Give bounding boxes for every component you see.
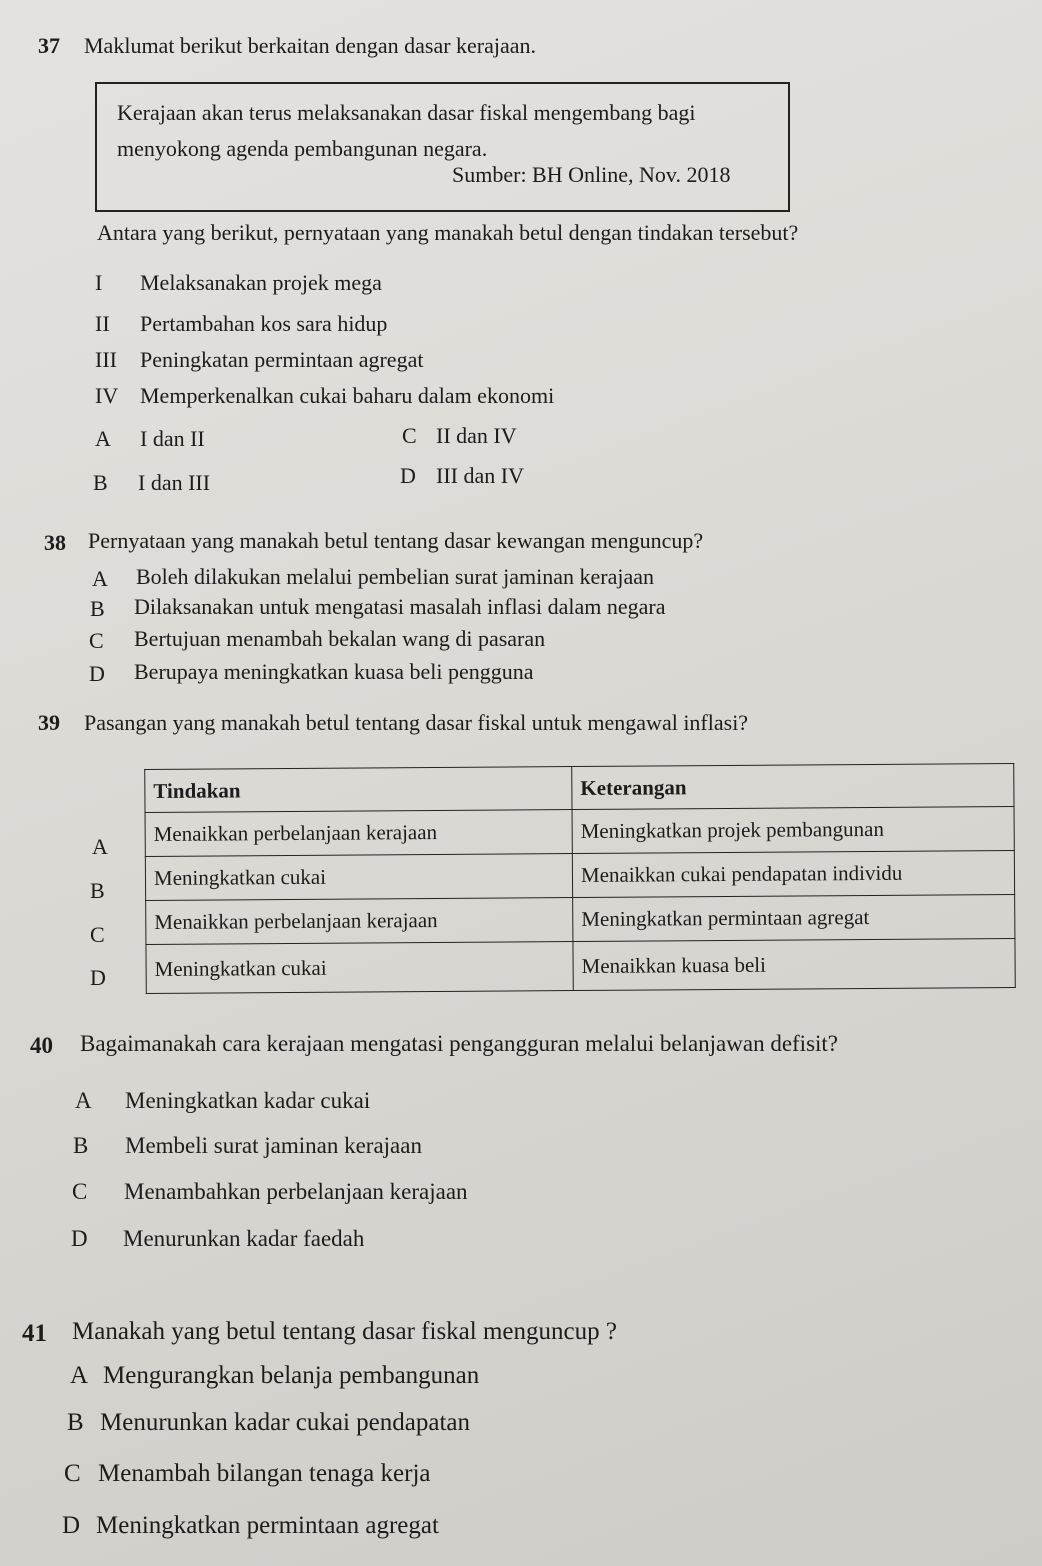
option-text: Membeli surat jaminan kerajaan — [125, 1133, 422, 1158]
box-source: Sumber: BH Online, Nov. 2018 — [452, 162, 731, 187]
option-text: II dan IV — [436, 423, 517, 448]
statement-text: Memperkenalkan cukai baharu dalam ekonomi — [140, 383, 555, 408]
option-text: Dilaksanakan untuk mengatasi masalah inflasi dalam negara — [134, 594, 666, 619]
option-letter: C — [89, 628, 104, 653]
table-row — [146, 894, 1015, 944]
statement-numeral: II — [95, 311, 110, 336]
header-tindakan: Tindakan — [145, 767, 572, 813]
option-text: Menambahkan perbelanjaan kerajaan — [124, 1179, 468, 1204]
statement-text: Melaksanakan projek mega — [140, 270, 382, 295]
options-table — [144, 763, 1016, 994]
option-letter: A — [95, 426, 111, 451]
box-line-1: Kerajaan akan terus melaksanakan dasar fiskal mengembang bagi — [117, 100, 696, 125]
option-text: Berupaya meningkatkan kuasa beli pengguna — [134, 659, 534, 684]
box-line-2: menyokong agenda pembangunan negara. — [117, 136, 488, 161]
option-text: III dan IV — [436, 463, 524, 488]
row-letter: B — [90, 878, 105, 903]
option-text: Meningkatkan kadar cukai — [125, 1088, 371, 1113]
statement-numeral: IV — [95, 383, 119, 408]
option-letter: A — [92, 566, 108, 591]
q41-stem: Manakah yang betul tentang dasar fiskal menguncup ? — [72, 1318, 617, 1345]
option-text: Menurunkan kadar faedah — [123, 1226, 365, 1251]
statement-text: Pertambahan kos sara hidup — [140, 311, 388, 336]
option-text: Menambah bilangan tenaga kerja — [98, 1460, 431, 1487]
q39-stem: Pasangan yang manakah betul tentang dasar fiskal untuk mengawal inflasi? — [84, 710, 749, 735]
option-letter: D — [71, 1226, 88, 1251]
table-row — [145, 850, 1014, 900]
option-letter: B — [90, 596, 105, 621]
q37-question: Antara yang berikut, pernyataan yang manakah betul dengan tindakan tersebut? — [97, 220, 799, 245]
option-letter: D — [62, 1512, 81, 1539]
q40-stem: Bagaimanakah cara kerajaan mengatasi pengangguran melalui belanjawan defisit? — [80, 1031, 839, 1056]
option-text: Bertujuan menambah bekalan wang di pasaran — [134, 626, 546, 651]
q37-stem: Maklumat berikut berkaitan dengan dasar kerajaan. — [84, 33, 537, 58]
cell: Meningkatkan projek pembangunan — [572, 806, 1014, 853]
option-letter: C — [72, 1179, 88, 1204]
cell: Meningkatkan permintaan agregat — [573, 894, 1015, 941]
option-letter: D — [400, 463, 416, 488]
row-letter: A — [92, 834, 108, 859]
statement-numeral: III — [95, 347, 117, 372]
option-text: I dan III — [138, 470, 211, 495]
header-keterangan: Keterangan — [572, 763, 1014, 809]
table-row — [145, 806, 1014, 856]
row-letter: D — [90, 965, 106, 990]
option-letter: C — [402, 423, 417, 448]
q37-number: 37 — [38, 33, 60, 58]
table-row — [146, 938, 1015, 993]
cell: Menaikkan cukai pendapatan individu — [572, 850, 1014, 897]
option-text: Meningkatkan permintaan agregat — [96, 1512, 439, 1539]
statement-numeral: I — [95, 270, 103, 295]
q41-number: 41 — [22, 1320, 47, 1347]
option-letter: A — [75, 1088, 92, 1113]
option-text: Boleh dilakukan melalui pembelian surat jaminan kerajaan — [136, 564, 655, 589]
option-letter: B — [73, 1133, 89, 1158]
option-text: Menurunkan kadar cukai pendapatan — [100, 1409, 470, 1436]
source-box — [95, 82, 790, 212]
option-letter: A — [70, 1362, 89, 1389]
q39-number: 39 — [38, 710, 60, 735]
option-letter: C — [64, 1460, 81, 1487]
option-letter: B — [93, 470, 108, 495]
row-letter: C — [90, 922, 105, 947]
cell: Meningkatkan cukai — [145, 854, 572, 901]
q38-number: 38 — [44, 530, 66, 555]
q38-stem: Pernyataan yang manakah betul tentang dasar kewangan menguncup? — [88, 528, 704, 553]
q40-number: 40 — [30, 1033, 53, 1058]
option-text: Mengurangkan belanja pembangunan — [103, 1362, 480, 1389]
cell: Meningkatkan cukai — [146, 942, 573, 994]
statement-text: Peningkatan permintaan agregat — [140, 347, 424, 372]
cell: Menaikkan kuasa beli — [573, 938, 1015, 990]
option-letter: D — [89, 661, 105, 686]
cell: Menaikkan perbelanjaan kerajaan — [146, 898, 573, 945]
option-letter: B — [67, 1409, 84, 1436]
cell: Menaikkan perbelanjaan kerajaan — [145, 810, 572, 857]
option-text: I dan II — [140, 426, 205, 451]
